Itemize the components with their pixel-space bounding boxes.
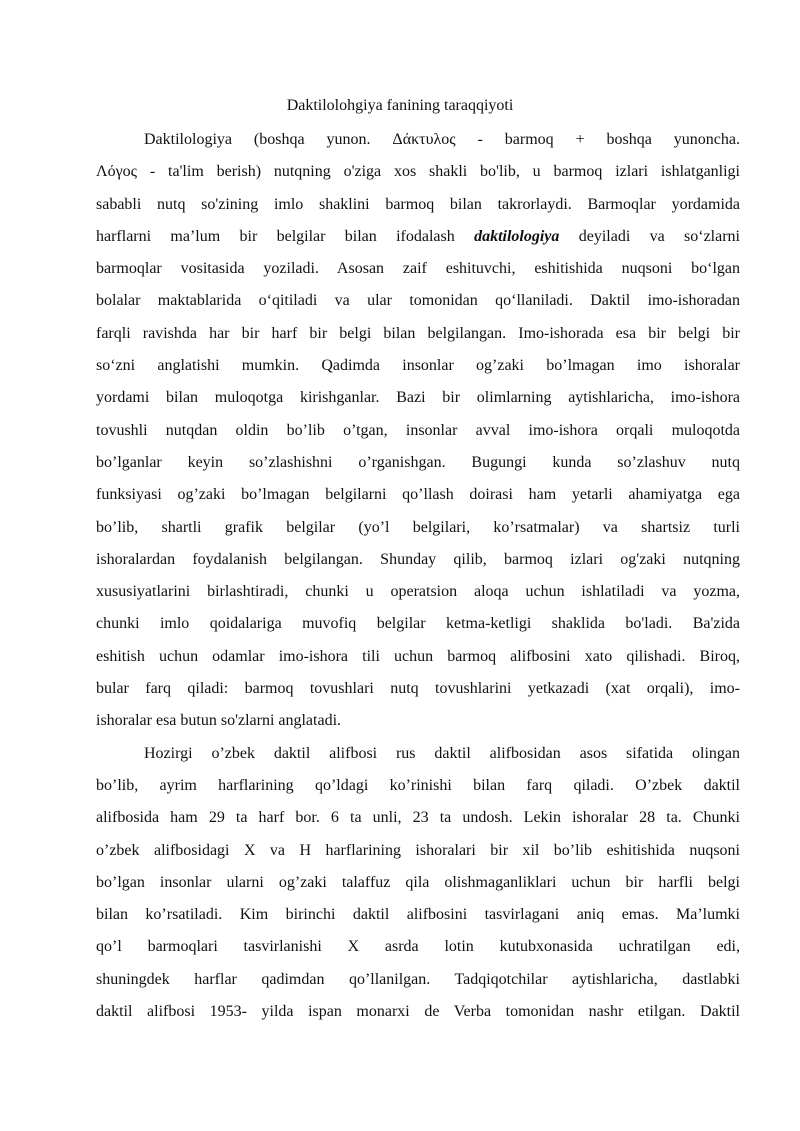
paragraph-line: ishoralardan foydalanish belgilangan. Shunday qilib, barmoq izlari og'zaki nutqning	[96, 550, 740, 568]
paragraph-line: Daktilologiya (boshqa yunon. Δάκτυλος - barmoq + boshqa yunoncha.	[144, 131, 740, 148]
document-title: Daktilolohgiya fanining taraqqiyoti	[286, 97, 514, 114]
paragraph-line: o’zbek alifbosidagi X va H harflarining ishoralari bir xil bo’lib eshitishida nuqsoni	[96, 841, 740, 859]
paragraph-line: bular farq qiladi: barmoq tovushlari nutq tovushlarini yetkazadi (xat orqali), imo-	[96, 680, 740, 698]
paragraph-line	[96, 221, 740, 253]
emphasized-term: daktilologiya	[474, 227, 560, 245]
paragraph-line: xususiyatlarini birlashtiradi, chunki u operatsion aloqa uchun ishlatiladi va yozma,	[96, 583, 740, 601]
paragraph-line: yordami bilan muloqotga kirishganlar. Bazi bir olimlarning aytishlaricha, imo-ishora	[96, 389, 740, 407]
paragraph-line: Λόγος - ta'lim berish) nutqning o'ziga xos shakli bo'lib, u barmoq izlari ishlatganligi	[96, 163, 740, 181]
paragraph-line: bo’lib, ayrim harflarining qo’ldagi ko’rinishi bilan farq qiladi. O’zbek daktil	[96, 776, 740, 794]
paragraph-line: sababli nutq so'zining imlo shaklini barmoq bilan takrorlaydi. Barmoqlar yordamida	[96, 195, 740, 213]
paragraph-line: funksiyasi og’zaki bo’lmagan belgilarni qo’llash doirasi ham yetarli ahamiyatga ega	[96, 486, 740, 504]
paragraph-line: ishoralar esa butun so'zlarni anglatadi.	[96, 712, 342, 730]
text-run: harflarni ma’lum bir belgilar bilan ifodalash	[96, 227, 475, 245]
paragraph-line: barmoqlar vositasida yoziladi. Asosan zaif eshituvchi, eshitishida nuqsoni bo‘lgan	[96, 260, 740, 278]
paragraph-2	[96, 738, 740, 1029]
paragraph-line: shuningdek harflar qadimdan qo’llanilgan. Tadqiqotchilar aytishlaricha, dastlabki	[96, 970, 740, 988]
paragraph-line: farqli ravishda har bir harf bir belgi bilan belgilangan. Imo-ishorada esa bir belgi bir	[96, 324, 740, 342]
paragraph-line: so‘zni anglatishi mumkin. Qadimda insonlar og’zaki bo’lmagan imo ishoralar	[96, 357, 740, 375]
paragraph-line: tovushli nutqdan oldin bo’lib o’tgan, insonlar avval imo-ishora orqali muloqotda	[96, 421, 740, 439]
paragraph-line: alifbosida ham 29 ta harf bor. 6 ta unli, 23 ta undosh. Lekin ishoralar 28 ta. Chunki	[96, 809, 740, 827]
paragraph-line: bolalar maktablarida o‘qitiladi va ular tomonidan qo‘llaniladi. Daktil imo-ishoradan	[96, 292, 740, 310]
paragraph-line: daktil alifbosi 1953- yilda ispan monarxi de Verba tomonidan nashr etilgan. Daktil	[96, 1003, 740, 1021]
paragraph-1	[96, 124, 740, 738]
paragraph-line: qo’l barmoqlari tasvirlanishi X asrda lotin kutubxonasida uchratilgan edi,	[96, 938, 740, 956]
paragraph-line: bo’lib, shartli grafik belgilar (yo’l belgilari, ko’rsatmalar) va shartsiz turli	[96, 518, 740, 536]
document-body	[96, 124, 740, 1028]
text-run: deyiladi va so‘zlarni	[559, 227, 740, 245]
paragraph-line: bo’lganlar keyin so’zlashishni o’rganishgan. Bugungi kunda so’zlashuv nutq	[96, 453, 740, 471]
paragraph-line: eshitish uchun odamlar imo-ishora tili uchun barmoq alifbosini xato qilishadi. Biroq,	[96, 647, 740, 665]
paragraph-line: bo’lgan insonlar ularni og’zaki talaffuz qila olishmaganliklari uchun bir harfli belgi	[96, 873, 740, 891]
paragraph-line: chunki imlo qoidalariga muvofiq belgilar ketma-ketligi shaklida bo'ladi. Ba'zida	[96, 615, 740, 633]
paragraph-line: Hozirgi o’zbek daktil alifbosi rus daktil alifbosidan asos sifatida olingan	[144, 744, 740, 762]
paragraph-line: bilan ko’rsatiladi. Kim birinchi daktil alifbosini tasvirlagani aniq emas. Ma’lumki	[96, 906, 740, 924]
